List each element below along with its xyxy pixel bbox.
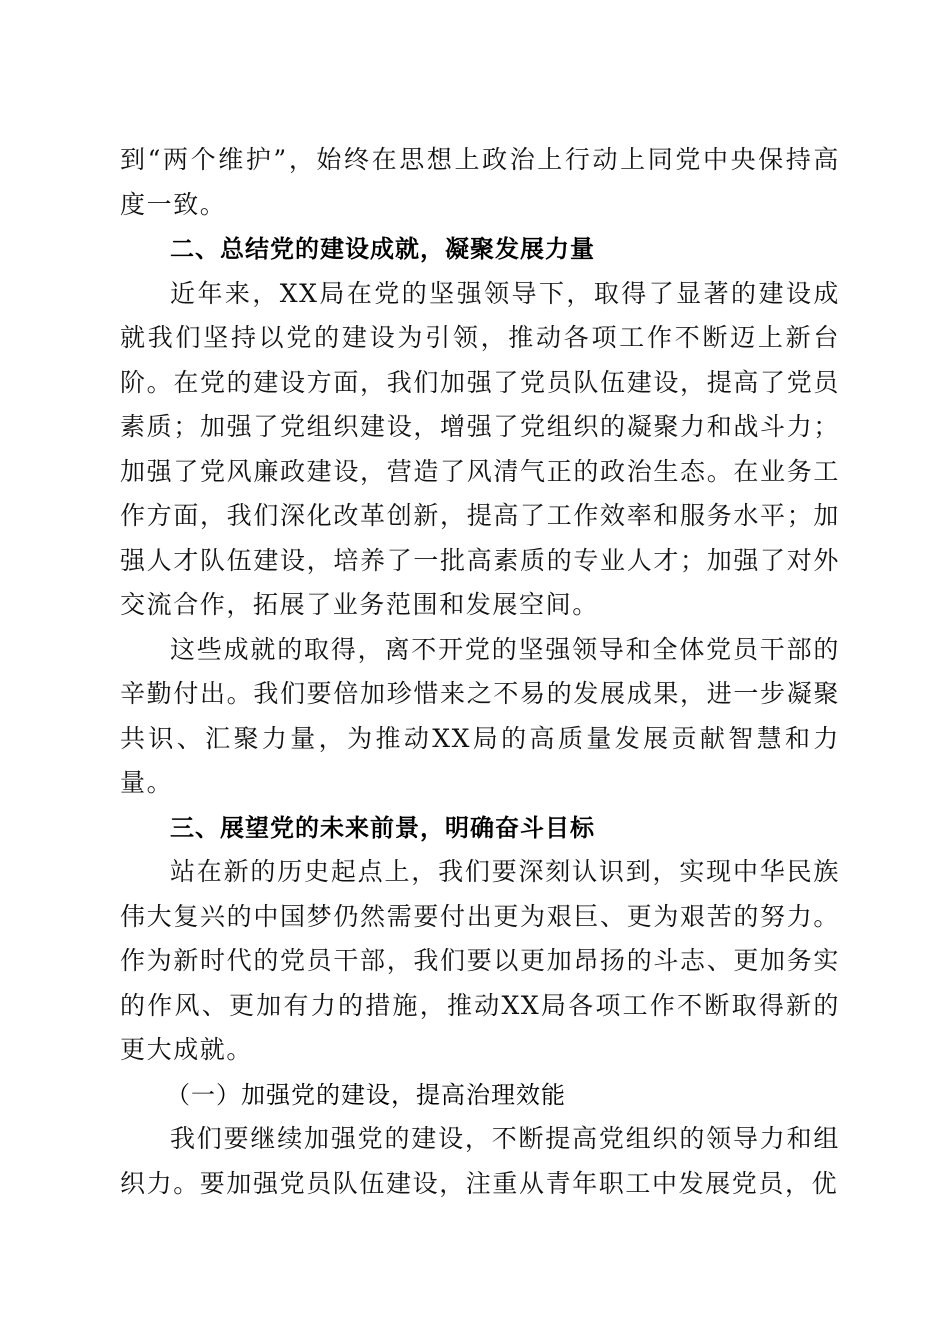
subsection-heading-one: （一）加强党的建设，提高治理效能 xyxy=(166,1080,566,1109)
section-heading-two: 二、总结党的建设成就，凝聚发展力量 xyxy=(170,235,595,263)
paragraph-future-outlook: 站在新的历史起点上，我们要深刻认识到，实现中华民族伟大复兴的中国梦仍然需要付出更为艰巨、更为艰苦的努力。作为新时代的党员干部，我们要以更加昂扬的斗志、更加务实的作风、更加有力的措施，推动XX局各项工作不断取得新的更大成就。 xyxy=(120,857,840,1064)
paragraph-party-building: 我们要继续加强党的建设，不断提高党组织的领导力和组织力。要加强党员队伍建设，注重从青年职工中发展党员，优 xyxy=(120,1124,840,1198)
paragraph-achievements: 近年来，XX局在党的坚强领导下，取得了显著的建设成就我们坚持以党的建设为引领，推动各项工作不断迈上新台阶。在党的建设方面，我们加强了党员队伍建设，提高了党员素质；加强了党组织建设，增强了党组织的凝聚力和战斗力；加强了党风廉政建设，营造了风清气正的政治生态。在业务工作方面，我们深化改革创新，提高了工作效率和服务水平；加强人才队伍建设，培养了一批高素质的专业人才；加强了对外交流合作，拓展了业务范围和发展空间。 xyxy=(120,278,840,619)
document-body xyxy=(120,138,840,1206)
paragraph-continuation: 到“两个维护”，始终在思想上政治上行动上同党中央保持高度一致。 xyxy=(120,145,840,219)
section-heading-three: 三、展望党的未来前景，明确奋斗目标 xyxy=(170,813,595,842)
paragraph-achievements-summary: 这些成就的取得，离不开党的坚强领导和全体党员干部的辛勤付出。我们要倍加珍惜来之不易的发展成果，进一步凝聚共识、汇聚力量，为推动XX局的高质量发展贡献智慧和力量。 xyxy=(120,634,840,797)
